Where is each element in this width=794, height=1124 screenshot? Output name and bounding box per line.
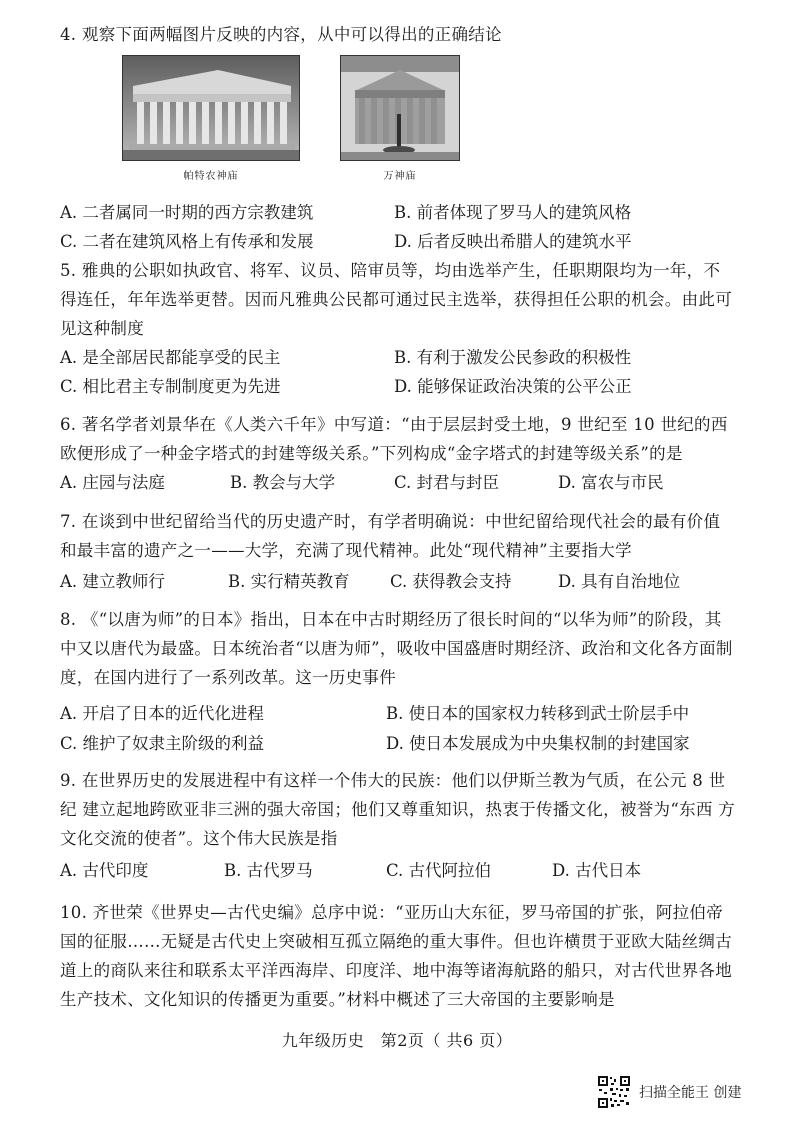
question-4-stem: 4. 观察下面两幅图片反映的内容，从中可以得出的正确结论 xyxy=(60,25,502,44)
question-6-options xyxy=(60,468,736,497)
q7-option-d[interactable]: D. 具有自治地位 xyxy=(558,572,681,591)
question-4-options-row2 xyxy=(60,227,736,256)
q9-option-b[interactable]: B. 古代罗马 xyxy=(224,861,313,880)
q4-option-a[interactable]: A. 二者属同一时期的西方宗教建筑 xyxy=(60,203,314,222)
question-5-options-row2 xyxy=(60,372,736,401)
question-7-stem: 7. 在谈到中世纪留给当代的历史遗产时，有学者明确说：中世纪留给现代社会的最有价值和最丰富的遗产之一——大学，充满了现代精神。此处“现代精神”主要指大学 xyxy=(60,512,721,560)
q8-option-a[interactable]: A. 开启了日本的近代化进程 xyxy=(60,704,264,723)
question-10-stem: 10. 齐世荣《世界史—古代史编》总序中说：“亚历山大东征，罗马帝国的扩张，阿拉伯帝国的征服……无疑是古代史上突破相互孤立隔绝的重大事件。但也许横贯于亚欧大陆丝绸古道上的商队来往和联系太平洋西海岸、印度洋、地中海等诸海航路的船只，对古代世界各地生产技术、文化知识的传播更为重要。”材料中概述了三大帝国的主要影响是 xyxy=(60,903,732,1009)
pantheon-photo xyxy=(340,55,460,161)
q7-option-c[interactable]: C. 获得教会支持 xyxy=(390,572,512,591)
question-8-stem: 8. 《“以唐为师”的日本》指出，日本在中古时期经历了很长时间的“以华为师”的阶段，其中又以唐代为最盛。日本统治者“以唐为师”，吸收中国盛唐时期经济、政治和文化各方面制度，在国内进行了一系列改革。这一历史事件 xyxy=(60,610,733,687)
question-4-options-row1 xyxy=(60,198,736,227)
q6-option-c[interactable]: C. 封君与封臣 xyxy=(394,473,500,492)
scanner-stamp-text: 扫描全能王 创建 xyxy=(639,1085,742,1101)
q9-option-a[interactable]: A. 古代印度 xyxy=(60,861,149,880)
q9-option-d[interactable]: D. 古代日本 xyxy=(552,861,642,880)
question-8-options-row1 xyxy=(60,699,736,728)
q5-option-d[interactable]: D. 能够保证政治决策的公平公正 xyxy=(394,377,632,396)
parthenon-caption: 帕特农神庙 xyxy=(183,171,239,182)
q9-option-c[interactable]: C. 古代阿拉伯 xyxy=(386,861,492,880)
question-9-options xyxy=(60,856,736,885)
q5-option-b[interactable]: B. 有利于激发公民参政的积极性 xyxy=(394,348,632,367)
question-9-stem: 9. 在世界历史的发展进程中有这样一个伟大的民族：他们以伊斯兰教为气质，在公元 8 世纪 建立起地跨欧亚非三洲的强大帝国；他们又尊重知识，热衷于传播文化，被誉为“东西 方文化交流的使者”。这个伟大民族是指 xyxy=(60,771,736,848)
scanner-stamp xyxy=(597,1075,767,1111)
q5-option-a[interactable]: A. 是全部居民都能享受的民主 xyxy=(60,348,281,367)
question-7-options xyxy=(60,567,736,596)
q4-option-b[interactable]: B. 前者体现了罗马人的建筑风格 xyxy=(394,203,632,222)
q8-option-b[interactable]: B. 使日本的国家权力转移到武士阶层手中 xyxy=(386,704,690,723)
question-8-options-row2 xyxy=(60,729,736,758)
q6-option-a[interactable]: A. 庄园与法庭 xyxy=(60,473,165,492)
question-5-stem: 5. 雅典的公职如执政官、将军、议员、陪审员等，均由选举产生，任职期限均为一年，不得连任，年年选举更替。因而凡雅典公民都可通过民主选举，获得担任公职的机会。由此可见这种制度 xyxy=(60,261,732,338)
question-6-stem: 6. 著名学者刘景华在《人类六千年》中写道：“由于层层封受土地，9 世纪至 10 世纪的西欧便形成了一种金字塔式的封建等级关系。”下列构成“金字塔式的封建等级关系”的是 xyxy=(60,415,728,463)
pantheon-caption: 万神庙 xyxy=(383,171,417,182)
q8-option-c[interactable]: C. 维护了奴隶主阶级的利益 xyxy=(60,734,265,753)
q8-option-d[interactable]: D. 使日本发展成为中央集权制的封建国家 xyxy=(386,734,690,753)
q7-option-a[interactable]: A. 建立教师行 xyxy=(60,572,165,591)
parthenon-figure xyxy=(122,55,300,182)
page-footer: 九年级历史 第2页（ 共6 页） xyxy=(281,1031,513,1050)
parthenon-photo xyxy=(122,55,300,161)
q7-option-b[interactable]: B. 实行精英教育 xyxy=(228,572,350,591)
q6-option-b[interactable]: B. 教会与大学 xyxy=(230,473,336,492)
pantheon-figure xyxy=(340,55,460,182)
q4-option-c[interactable]: C. 二者在建筑风格上有传承和发展 xyxy=(60,232,314,251)
q4-option-d[interactable]: D. 后者反映出希腊人的建筑水平 xyxy=(394,232,632,251)
question-5-options-row1 xyxy=(60,343,736,372)
qr-code-icon xyxy=(597,1075,631,1109)
q5-option-c[interactable]: C. 相比君主专制制度更为先进 xyxy=(60,377,281,396)
q6-option-d[interactable]: D. 富农与市民 xyxy=(558,473,664,492)
